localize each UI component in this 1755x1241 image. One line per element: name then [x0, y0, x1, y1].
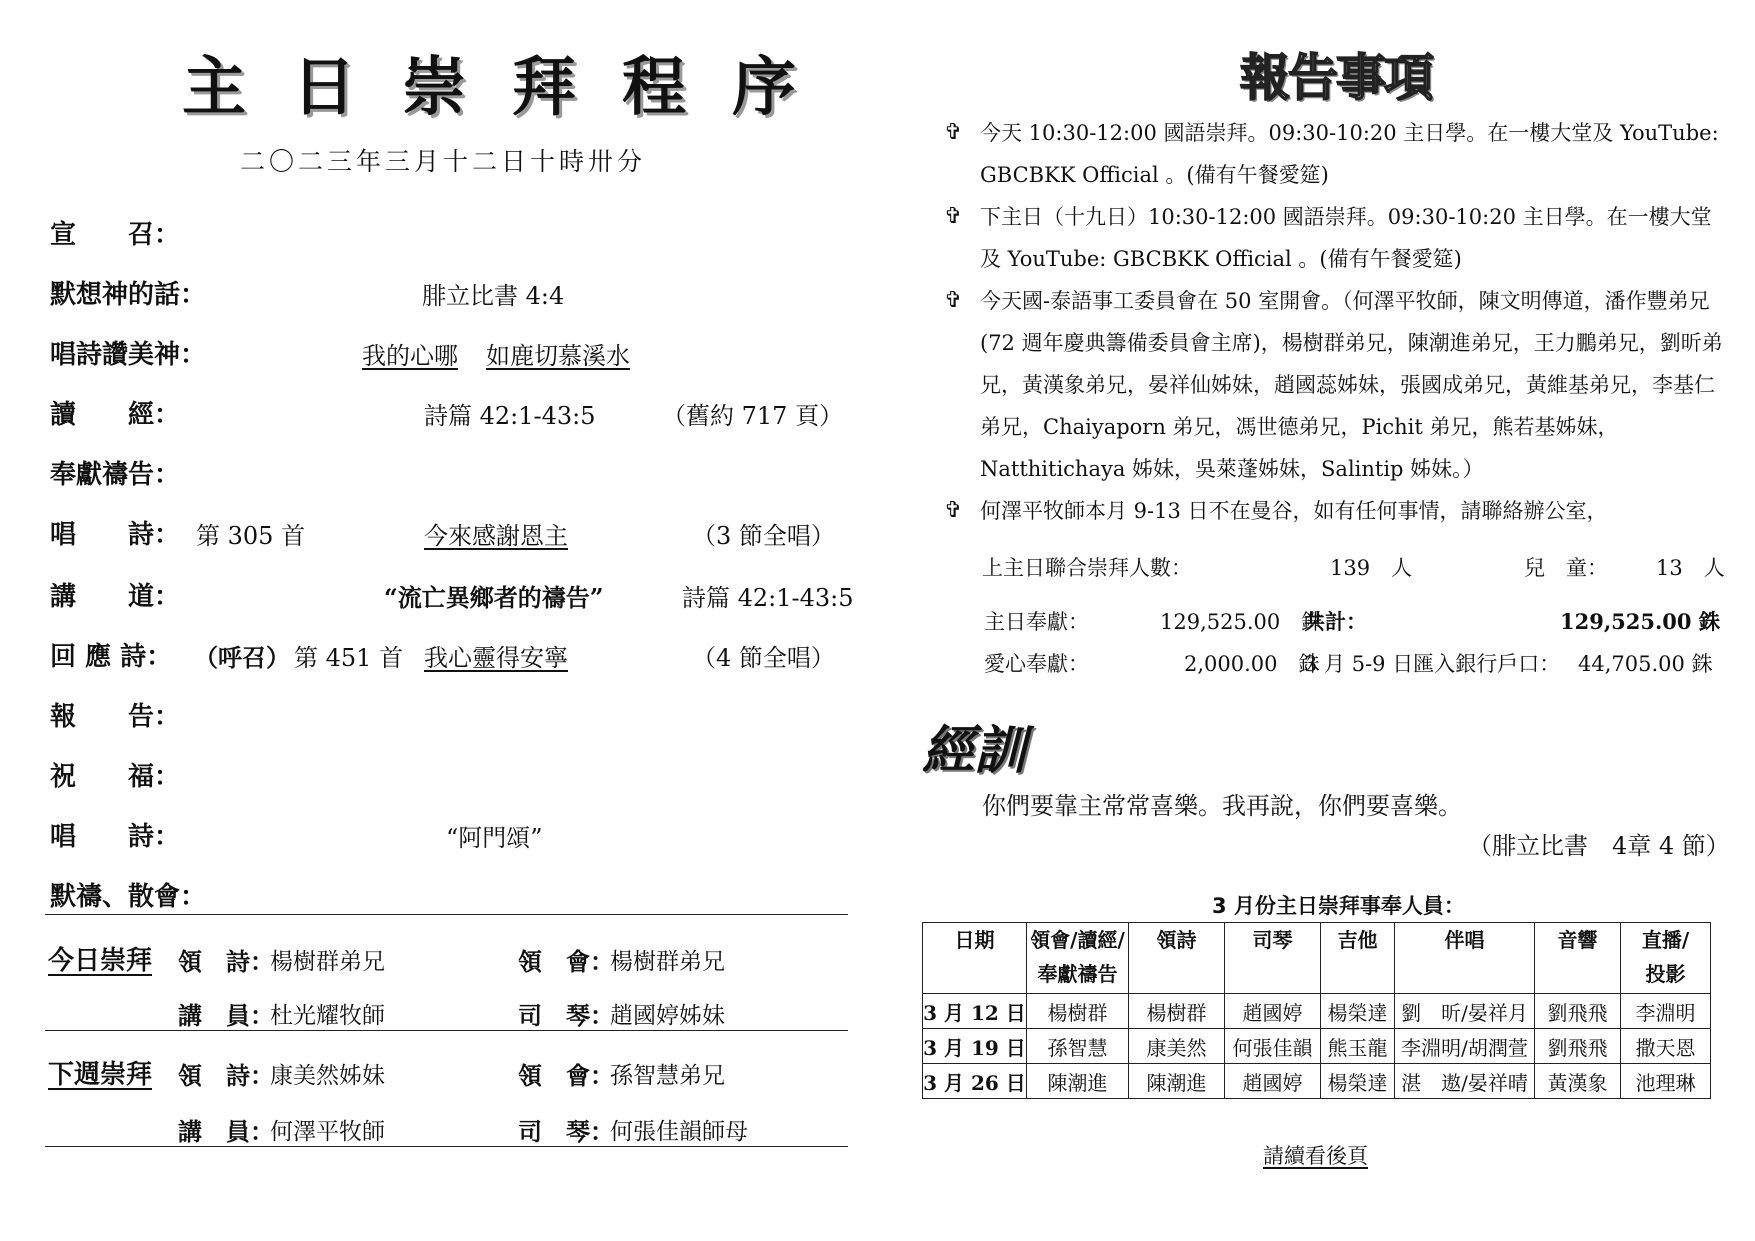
item-closing-hymn-label: 唱 詩：: [50, 822, 181, 852]
verse-reference: （腓立比書 4章 4 節）: [1468, 832, 1730, 860]
love-offering-label: 愛心奉獻：: [984, 652, 1089, 676]
cross-icon: ✞: [944, 498, 963, 523]
next-preside-role: 領 會：: [518, 1062, 614, 1090]
program-title-char: 日: [292, 51, 356, 125]
notice-item: 下主日（十九日）10:30-12:00 國語崇拜。09:30-10:20 主日學。在一樓大堂及 YouTube: GBCBKK Official 。(備有午餐愛筵): [980, 205, 1712, 271]
today-piano-role: 司 琴：: [518, 1002, 614, 1030]
next-speaker-name: 何澤平牧師: [270, 1119, 385, 1145]
item-closing-hymn-title: “阿門頌”: [446, 824, 543, 852]
table-cell: 池理琳: [1621, 1064, 1711, 1099]
service-date: 二〇二三年三月十二日十時卅分: [240, 147, 647, 176]
header-cell: 領詩: [1129, 923, 1225, 994]
item-praise-label: 唱詩讚美神：: [50, 340, 207, 370]
table-cell: 熊玉龍: [1321, 1029, 1395, 1064]
table-cell: 劉飛飛: [1535, 994, 1621, 1029]
children-label: 兒 童：: [1524, 556, 1608, 580]
header-cell: 音響: [1535, 923, 1621, 994]
item-praise-song-2: 如鹿切慕溪水: [486, 342, 630, 370]
next-team-heading: 下週崇拜: [48, 1060, 153, 1090]
bank-deposit-label: 3 月 5-9 日匯入銀行戶口：: [1304, 652, 1561, 676]
table-cell: 楊樹群: [1027, 994, 1129, 1029]
table-cell: 湛 遨/晏祥晴: [1395, 1064, 1535, 1099]
item-meditation-text: 腓立比書 4:4: [422, 282, 565, 310]
program-title: [182, 36, 842, 128]
table-header-row: [923, 923, 1711, 994]
cross-icon: ✞: [944, 204, 963, 229]
item-hymn-label: 唱 詩：: [50, 520, 181, 550]
item-praise-song-1: 我的心哪: [362, 342, 458, 370]
item-dismissal-label: 默禱、散會：: [50, 882, 207, 912]
item-response-call: （呼召）: [194, 643, 290, 672]
table-cell: 劉 昕/晏祥月: [1395, 994, 1535, 1029]
item-call-to-worship-label: 宣 召：: [50, 220, 181, 250]
today-lead-name: 楊樹群弟兄: [270, 949, 385, 975]
table-row: [923, 1064, 1711, 1099]
bank-deposit-value: 44,705.00 銖: [1578, 652, 1713, 676]
today-preside-role: 領 會：: [518, 948, 614, 976]
table-cell: 楊榮達: [1321, 1064, 1395, 1099]
table-cell: 康美然: [1129, 1029, 1225, 1064]
item-benediction-label: 祝 福：: [50, 762, 181, 792]
total-label: 共計：: [1304, 609, 1367, 634]
program-title-char: 序: [732, 51, 796, 125]
table-cell: 楊樹群: [1129, 994, 1225, 1029]
next-speaker-role: 講 員：: [178, 1118, 274, 1146]
item-sermon-scripture: 詩篇 42:1-43:5: [682, 584, 854, 612]
item-announcements-label: 報 告：: [50, 702, 181, 732]
item-meditation-label: 默想神的話：: [50, 280, 207, 310]
header-cell: 吉他: [1321, 923, 1395, 994]
divider: [45, 1146, 848, 1147]
love-offering-value: 2,000.00 銖: [1184, 652, 1320, 676]
table-cell: 李淵明: [1621, 994, 1711, 1029]
item-response-title: 我心靈得安寧: [424, 644, 568, 672]
today-team-heading: 今日崇拜: [48, 946, 153, 976]
notice-item: 何澤平牧師本月 9-13 日不在曼谷，如有任何事情，請聯絡辦公室，: [980, 499, 1608, 523]
item-offering-prayer-label: 奉獻禱告：: [50, 460, 181, 490]
table-cell: 黃漢象: [1535, 1064, 1621, 1099]
table-row: [923, 994, 1711, 1029]
item-sermon-label: 講 道：: [50, 582, 181, 612]
children-value: 13 人: [1656, 556, 1725, 580]
divider: [45, 1030, 848, 1031]
today-speaker-name: 杜光耀牧師: [270, 1003, 385, 1029]
table-cell: 陳潮進: [1129, 1064, 1225, 1099]
item-sermon-title: “流亡異鄉者的禱告”: [384, 583, 604, 612]
header-cell: 領會/讀經/ 奉獻禱告: [1027, 923, 1129, 994]
table-row: [923, 1029, 1711, 1064]
program-title-char: 程: [622, 51, 686, 125]
table-cell: 楊榮達: [1321, 994, 1395, 1029]
item-hymn-verses: （3 節全唱）: [692, 522, 835, 550]
sunday-offering-label: 主日奉獻：: [984, 610, 1089, 634]
table-cell: 撒天恩: [1621, 1029, 1711, 1064]
header-cell: 直播/ 投影: [1621, 923, 1711, 994]
item-response-label: 回 應 詩：: [50, 642, 173, 672]
item-hymn-title: 今來感謝恩主: [424, 522, 568, 550]
next-piano-role: 司 琴：: [518, 1118, 614, 1146]
program-title-char: 崇: [402, 51, 466, 125]
table-cell: 3 月 26 日: [923, 1064, 1027, 1099]
table-cell: 何張佳韻: [1225, 1029, 1321, 1064]
roster-table: [922, 922, 1711, 1099]
verse-title: 經訓: [922, 721, 1027, 781]
next-lead-name: 康美然姊妹: [270, 1063, 385, 1089]
attendance-value: 139 人: [1330, 556, 1413, 580]
today-piano-name: 趙國婷姊妹: [610, 1003, 725, 1029]
header-cell: 伴唱: [1395, 923, 1535, 994]
cross-icon: ✞: [944, 288, 963, 313]
table-cell: 孫智慧: [1027, 1029, 1129, 1064]
table-cell: 陳潮進: [1027, 1064, 1129, 1099]
sunday-offering-value: 129,525.00 銖: [1160, 610, 1323, 634]
table-cell: 劉飛飛: [1535, 1029, 1621, 1064]
item-response-verses: （4 節全唱）: [692, 644, 835, 672]
divider: [45, 914, 848, 915]
verse-text: 你們要靠主常常喜樂。我再說，你們要喜樂。: [982, 792, 1462, 820]
notice-item: 今天國-泰語事工委員會在 50 室開會。（何澤平牧師，陳文明傳道，潘作豐弟兄(72 週年慶典籌備委員會主席)，楊樹群弟兄，陳潮進弟兄，王力鵬弟兄，劉昕弟兄，黃漢象弟兄，晏祥仙姊妹，趙國蕊姊妹，張國成弟兄，黃維基弟兄，李基仁弟兄，Chaiyaporn 弟兄，馮世德弟兄，Pichit 弟兄，熊若基姊妹，Natthitichaya 姊妹，吳萊蓬姊妹，Salintip 姊妹。）: [980, 289, 1723, 481]
today-lead-role: 領 詩：: [178, 948, 274, 976]
item-hymn-number: 第 305 首: [196, 522, 306, 550]
total-value: 129,525.00 銖: [1560, 609, 1720, 634]
table-cell: 3 月 12 日: [923, 994, 1027, 1029]
program-title-char: 主: [182, 51, 246, 125]
notices-title: 報告事項: [1240, 49, 1432, 107]
item-reading-label: 讀 經：: [50, 400, 181, 430]
next-piano-name: 何張佳韻師母: [610, 1119, 748, 1145]
notice-item: 今天 10:30-12:00 國語崇拜。09:30-10:20 主日學。在一樓大堂及 YouTube: GBCBKK Official 。(備有午餐愛筵): [980, 121, 1719, 187]
today-preside-name: 楊樹群弟兄: [610, 949, 725, 975]
program-title-char: 拜: [512, 51, 576, 125]
continue-note: 請續看後頁: [1263, 1144, 1368, 1168]
table-cell: 趙國婷: [1225, 994, 1321, 1029]
attendance-label: 上主日聯合崇拜人數：: [982, 556, 1192, 580]
next-preside-name: 孫智慧弟兄: [610, 1063, 725, 1089]
next-lead-role: 領 詩：: [178, 1062, 274, 1090]
item-reading-text: 詩篇 42:1-43:5: [424, 402, 596, 430]
table-cell: 李淵明/胡潤萱: [1395, 1029, 1535, 1064]
table-cell: 趙國婷: [1225, 1064, 1321, 1099]
item-response-number: 第 451 首: [294, 644, 404, 672]
table-cell: 3 月 19 日: [923, 1029, 1027, 1064]
roster-title: 3 月份主日崇拜事奉人員：: [1212, 894, 1465, 918]
header-cell: 日期: [923, 923, 1027, 994]
header-cell: 司琴: [1225, 923, 1321, 994]
today-speaker-role: 講 員：: [178, 1002, 274, 1030]
item-reading-page: （舊約 717 頁）: [662, 402, 844, 430]
cross-icon: ✞: [944, 120, 963, 145]
